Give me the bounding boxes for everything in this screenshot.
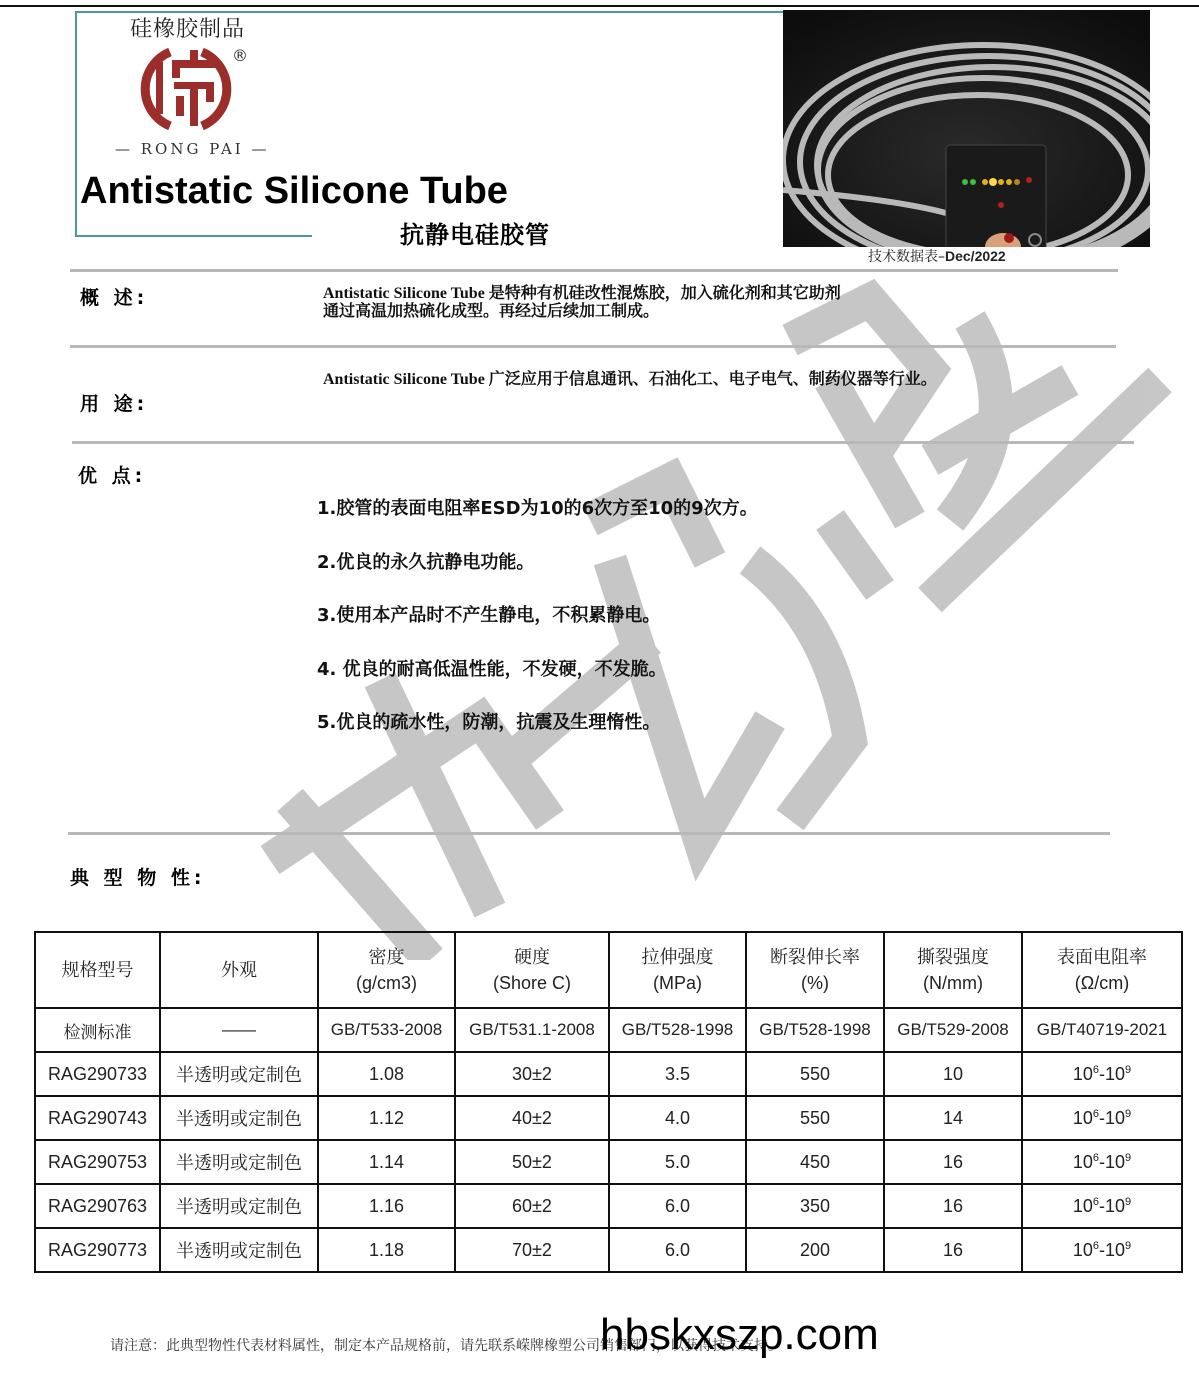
divider bbox=[70, 269, 1118, 272]
properties-table bbox=[34, 931, 1183, 1273]
tube-coil-illustration bbox=[783, 10, 1150, 247]
resistivity-cell: $10^6-10^9$ bbox=[1022, 1052, 1182, 1096]
table-row bbox=[35, 1184, 1182, 1228]
brand-name: — RONG PAI — bbox=[115, 140, 270, 158]
standard-cell: —— bbox=[160, 1008, 318, 1052]
model-cell: RAG290763 bbox=[35, 1184, 160, 1228]
hardness-cell: 40±2 bbox=[455, 1096, 609, 1140]
datasheet-date-value: Dec/2022 bbox=[945, 248, 1006, 264]
header-cell-appearance: 外观 bbox=[160, 932, 318, 1008]
density-cell: 1.08 bbox=[318, 1052, 455, 1096]
tear-cell: 16 bbox=[884, 1228, 1022, 1272]
usage-label: 用 途: bbox=[80, 393, 149, 415]
appearance-cell: 半透明或定制色 bbox=[160, 1184, 318, 1228]
appearance-cell: 半透明或定制色 bbox=[160, 1096, 318, 1140]
overview-label: 概 述: bbox=[80, 287, 149, 309]
elongation-cell: 200 bbox=[746, 1228, 884, 1272]
divider bbox=[72, 441, 1134, 444]
model-cell: RAG290733 bbox=[35, 1052, 160, 1096]
density-cell: 1.18 bbox=[318, 1228, 455, 1272]
appearance-cell: 半透明或定制色 bbox=[160, 1052, 318, 1096]
divider bbox=[70, 345, 1116, 348]
tensile-cell: 3.5 bbox=[609, 1052, 746, 1096]
header-cell-elongation: 断裂伸长率 (%) bbox=[746, 932, 884, 1008]
resistivity-cell: $10^6-10^9$ bbox=[1022, 1228, 1182, 1272]
tensile-cell: 4.0 bbox=[609, 1096, 746, 1140]
usage-text: Antistatic Silicone Tube 广泛应用于信息通讯、石油化工、电子电气、制药仪器等行业。 bbox=[323, 371, 937, 388]
disclaimer-note: 请注意：此典型物性代表材料属性，制定本产品规格前，请先联系嵘牌橡塑公司销售部门，以获得技术支持。 bbox=[110, 1338, 782, 1354]
density-cell: 1.14 bbox=[318, 1140, 455, 1184]
density-cell: 1.16 bbox=[318, 1184, 455, 1228]
header-cell-hardness: 硬度 (Shore C) bbox=[455, 932, 609, 1008]
appearance-cell: 半透明或定制色 bbox=[160, 1140, 318, 1184]
tensile-cell: 6.0 bbox=[609, 1184, 746, 1228]
top-rule bbox=[0, 5, 1199, 7]
header-cell-tensile: 拉伸强度 (MPa) bbox=[609, 932, 746, 1008]
resistivity-cell: $10^6-10^9$ bbox=[1022, 1184, 1182, 1228]
hardness-cell: 50±2 bbox=[455, 1140, 609, 1184]
tear-cell: 10 bbox=[884, 1052, 1022, 1096]
table-row bbox=[35, 1096, 1182, 1140]
product-title-en: Antistatic Silicone Tube bbox=[80, 170, 508, 212]
table-row bbox=[35, 1228, 1182, 1272]
overview-line-2: 通过高温加热硫化成型。再经过后续加工制成。 bbox=[323, 303, 660, 320]
tear-cell: 16 bbox=[884, 1184, 1022, 1228]
standard-cell: GB/T531.1-2008 bbox=[455, 1008, 609, 1052]
header-cell-resistivity: 表面电阻率 (Ω/cm) bbox=[1022, 932, 1182, 1008]
advantage-item: 4. 优良的耐高低温性能，不发硬，不发脆。 bbox=[317, 659, 667, 680]
standard-cell: GB/T528-1998 bbox=[746, 1008, 884, 1052]
hardness-cell: 70±2 bbox=[455, 1228, 609, 1272]
product-photo bbox=[783, 10, 1150, 247]
overview-line-1: Antistatic Silicone Tube 是特种有机硅改性混炼胶，加入硫化剂和其它助剂 bbox=[323, 285, 841, 302]
model-cell: RAG290773 bbox=[35, 1228, 160, 1272]
table-standards-row bbox=[35, 1008, 1182, 1052]
elongation-cell: 450 bbox=[746, 1140, 884, 1184]
hardness-cell: 30±2 bbox=[455, 1052, 609, 1096]
elongation-cell: 550 bbox=[746, 1052, 884, 1096]
elongation-cell: 350 bbox=[746, 1184, 884, 1228]
properties-label: 典 型 物 性: bbox=[70, 867, 206, 889]
header-frame-bottom bbox=[75, 235, 312, 237]
advantage-item: 5.优良的疏水性，防潮，抗震及生理惰性。 bbox=[317, 712, 661, 733]
hardness-cell: 60±2 bbox=[455, 1184, 609, 1228]
header-cell-model: 规格型号 bbox=[35, 932, 160, 1008]
registered-trademark-icon: ® bbox=[232, 46, 248, 65]
advantage-item: 2.优良的永久抗静电功能。 bbox=[317, 552, 535, 573]
standard-cell: GB/T529-2008 bbox=[884, 1008, 1022, 1052]
standard-cell: GB/T528-1998 bbox=[609, 1008, 746, 1052]
resistivity-cell: $10^6-10^9$ bbox=[1022, 1140, 1182, 1184]
datasheet-date bbox=[868, 246, 1006, 266]
table-row bbox=[35, 1052, 1182, 1096]
resistivity-cell: $10^6-10^9$ bbox=[1022, 1096, 1182, 1140]
header-cell-density: 密度 (g/cm3) bbox=[318, 932, 455, 1008]
table-header-row bbox=[35, 932, 1182, 1008]
header-frame-left bbox=[75, 11, 77, 237]
standard-cell: 检测标准 bbox=[35, 1008, 160, 1052]
product-title-cn: 抗静电硅胶管 bbox=[400, 221, 550, 249]
tear-cell: 16 bbox=[884, 1140, 1022, 1184]
advantages-label: 优 点: bbox=[78, 465, 147, 487]
advantage-item: 3.使用本产品时不产生静电，不积累静电。 bbox=[317, 605, 661, 626]
appearance-cell: 半透明或定制色 bbox=[160, 1228, 318, 1272]
model-cell: RAG290753 bbox=[35, 1140, 160, 1184]
elongation-cell: 550 bbox=[746, 1096, 884, 1140]
standard-cell: GB/T533-2008 bbox=[318, 1008, 455, 1052]
table-row bbox=[35, 1140, 1182, 1184]
website-watermark: hbskxszp.com bbox=[600, 1310, 879, 1359]
standard-cell: GB/T40719-2021 bbox=[1022, 1008, 1182, 1052]
datasheet-label: 技术数据表– bbox=[868, 249, 945, 265]
rongpai-logo-icon bbox=[140, 42, 232, 134]
model-cell: RAG290743 bbox=[35, 1096, 160, 1140]
advantage-item: 1.胶管的表面电阻率ESD为10的6次方至10的9次方。 bbox=[317, 498, 758, 519]
tear-cell: 14 bbox=[884, 1096, 1022, 1140]
header-cell-tear: 撕裂强度 (N/mm) bbox=[884, 932, 1022, 1008]
divider bbox=[68, 832, 1110, 835]
tensile-cell: 6.0 bbox=[609, 1228, 746, 1272]
density-cell: 1.12 bbox=[318, 1096, 455, 1140]
brand-tagline: 硅橡胶制品 bbox=[130, 17, 246, 42]
tensile-cell: 5.0 bbox=[609, 1140, 746, 1184]
